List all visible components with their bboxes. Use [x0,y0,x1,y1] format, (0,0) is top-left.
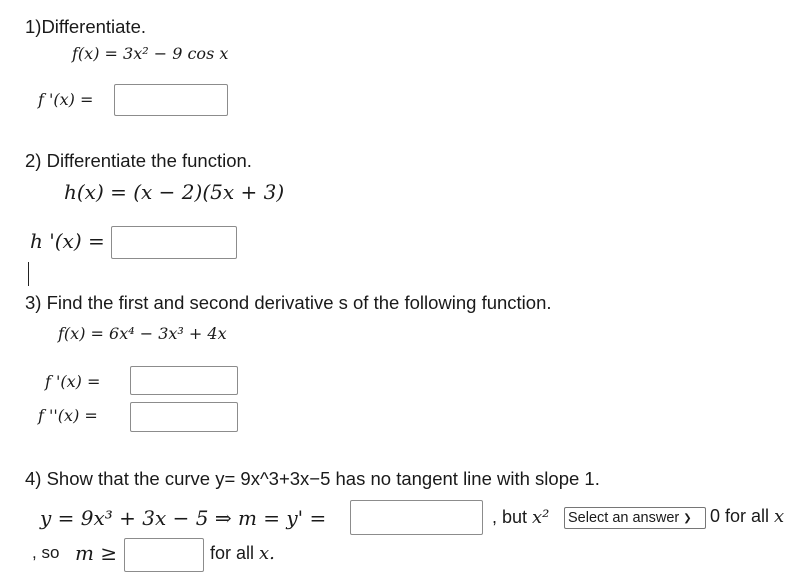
q4-slope-input[interactable] [350,500,483,535]
q1-answer-label: f '(x) = [38,90,94,109]
q3-second-derivative-label: f ''(x) = [38,406,98,425]
q4-m-ge: m ≥ [75,541,118,565]
q4-x-var: x [774,506,785,527]
q1-answer-input[interactable] [114,84,228,116]
chevron-down-icon: ❯ [683,512,692,524]
q3-function: f(x) = 6x⁴ − 3x³ + 4x [58,324,227,343]
q4-bound-input[interactable] [124,538,204,572]
q4-heading: 4) Show that the curve y= 9x^3+3x−5 has no tangent line with slope 1. [25,468,600,489]
q4-but-text: , but [492,507,533,527]
q2-heading: 2) Differentiate the function. [25,150,252,171]
q3-first-derivative-input[interactable] [130,366,238,395]
q4-for-all-clause [210,543,275,564]
q4-x-squared: x² [532,507,550,528]
q1-heading: 1)Differentiate. [25,16,146,37]
q4-zero-text: 0 for all [710,506,775,526]
q4-so-text: , so [32,543,60,562]
q4-equation: y = 9x³ + 3x − 5 ⇒ m = y' = [40,506,327,530]
q2-function: h(x) = (x − 2)(5x + 3) [64,180,285,204]
q4-zero-clause [710,506,784,527]
q2-answer-input[interactable] [111,226,237,259]
q4-answer-select[interactable] [564,507,706,529]
q2-answer-label: h '(x) = [30,229,105,253]
q4-but-clause [492,507,549,528]
q4-select-value: Select an answer [568,510,680,526]
q3-heading: 3) Find the first and second derivative s of the following function. [25,292,552,313]
q3-second-derivative-input[interactable] [130,402,238,432]
text-cursor [28,262,29,286]
q1-function: f(x) = 3x² − 9 cos x [72,44,229,63]
q4-x-var-end: x. [259,543,275,564]
q4-for-all-text: for all [210,543,260,563]
q3-first-derivative-label: f '(x) = [45,372,101,391]
